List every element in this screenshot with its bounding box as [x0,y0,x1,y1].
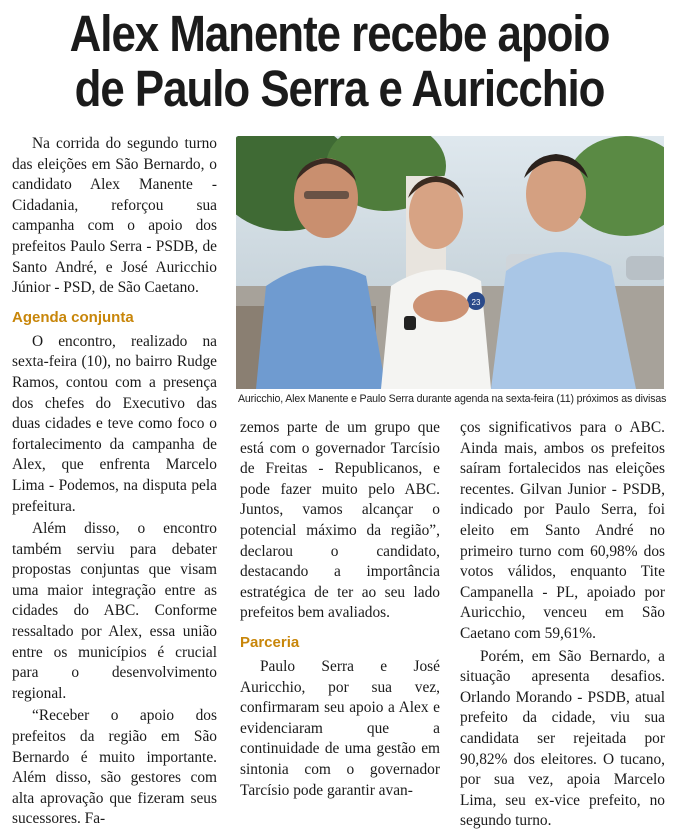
column-2 [240,418,440,801]
paragraph-sao-bernardo: Porém, em São Bernardo, a situação apresenta desafios. Orlando Morando - PSDB, atual prefeito da cidade, viu sua candidata ser rejeitada por 90,82% dos eleitores. O tucano, por sua vez, apoia Marcelo Lima, seu ex-vice prefeito, no segundo turno. [460,647,665,830]
subhead-parceria: Parceria [240,633,300,651]
paragraph-quote-end: zemos parte de um grupo que está com o governador Tarcísio de Freitas - Republicanos, e pode fazer muito pelo ABC. Juntos, vamos alcançar o potencial máximo da região”, declarou o candidato, destacando a importância estratégica de ter ao seu lado prefeitos bem avaliados. [240,419,440,622]
paragraph-intro: Na corrida do segundo turno das eleições em São Bernardo, o candidato Alex Manente - Cidadania, reforçou sua campanha com o apoio dos prefeitos Paulo Serra - PSDB, de Santo André, e José Auricchio Júnior - PSD, de São Caetano. [12,135,217,297]
paragraph-quote-start: “Receber o apoio dos prefeitos da região em São Bernardo é muito importante. Além disso, são gestores com alta aprovação que fizeram seus sucessores. Fa- [12,707,217,828]
photo-caption: Auricchio, Alex Manente e Paulo Serra durante agenda na sexta-feira (11) próximos as divisas [238,393,667,405]
headline-line-1: Alex Manente recebe apoio [69,5,610,62]
headline [48,6,632,116]
article-photo [236,136,664,389]
paragraph-integracao: Além disso, o encontro também serviu para debater propostas conjuntas que visam uma maior integração entre as cidades do ABC. Conforme ressaltado por Alex, essa união entre os municípios é crucial para o desenvolvimento regional. [12,520,217,702]
jersey-number-text: 23 [471,298,481,307]
paragraph-parceria: Paulo Serra e José Auricchio, por sua vez, confirmaram seu apoio a Alex e evidenciaram que a continuidade de uma gestão em sintonia com o governador Tarcísio pode garantir avan- [240,657,440,799]
paragraph-encontro: O encontro, realizado na sexta-feira (10), no bairro Rudge Ramos, contou com a presença dos chefes do Executivo das duas cidades e teve como foco o fortalecimento da campanha de Alex, que enfrenta Marcelo Lima - Podemos, na disputa pela prefeitura. [12,332,217,515]
photo-illustration [236,136,664,389]
subhead-agenda-conjunta: Agenda conjunta [12,308,134,326]
column-1 [12,134,217,830]
column-3 [460,418,665,832]
headline-line-2: de Paulo Serra e Auricchio [74,60,605,117]
paragraph-parceria-cont: ços significativos para o ABC. Ainda mais, ambos os prefeitos saíram fortalecidos nas eleições recentes. Gilvan Junior - PSDB, indicado por Paulo Serra, foi eleito em Santo André no primeiro turno com 60,98% dos votos válidos, enquanto Tite Campanella - PL, apoiado por Auricchio, venceu em São Caetano com 59,61%. [460,419,665,642]
